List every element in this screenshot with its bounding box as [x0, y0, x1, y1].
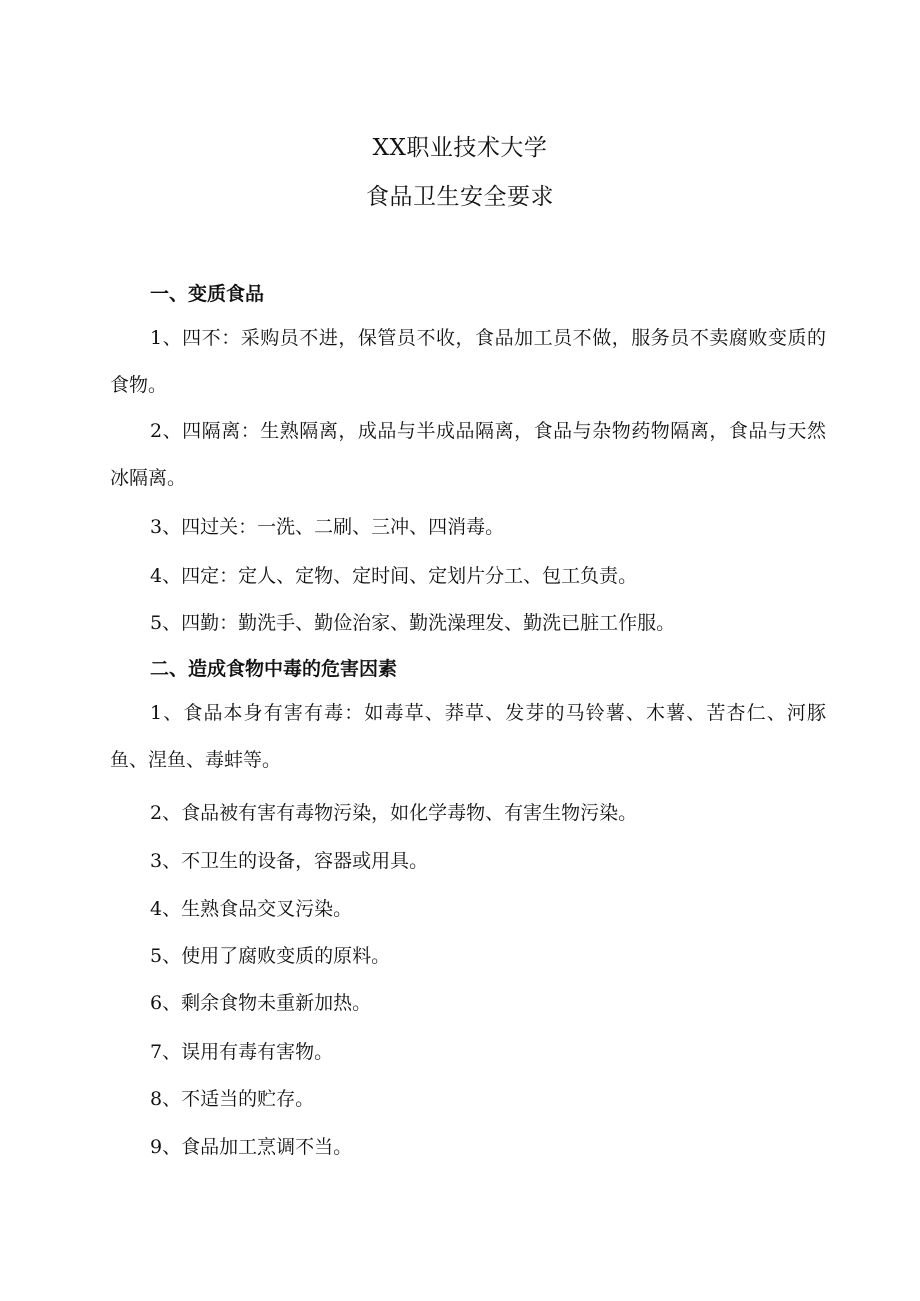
- section2-item-4: 4、生熟食品交叉污染。: [150, 898, 353, 920]
- section2-item-9: 9、食品加工烹调不当。: [150, 1136, 353, 1158]
- section1-item-4: 4、四定：定人、定物、定时间、定划片分工、包工负责。: [150, 565, 638, 587]
- section1-item-2: 2、四隔离：生熟隔离，成品与半成品隔离，食品与杂物药物隔离，食品与天然冰隔离。: [110, 420, 826, 489]
- section2-item-3: 3、不卫生的设备，容器或用具。: [150, 850, 429, 872]
- section2-item-7: 7、误用有毒有害物。: [150, 1041, 334, 1063]
- section1-item-1: 1、四不：采购员不进，保管员不收，食品加工员不做，服务员不卖腐败变质的食物。: [110, 327, 826, 396]
- document-title: 食品卫生安全要求: [366, 184, 554, 210]
- section2-item-5: 5、使用了腐败变质的原料。: [150, 945, 391, 967]
- section2-item-6: 6、剩余食物未重新加热。: [150, 992, 372, 1014]
- section2-item-1: 1、食品本身有害有毒：如毒草、莽草、发芽的马铃薯、木薯、苦杏仁、河豚鱼、涅鱼、毒蚌等。: [110, 702, 826, 771]
- section1-item-3: 3、四过关：一洗、二刷、三冲、四消毒。: [150, 516, 505, 538]
- section2-item-2: 2、食品被有害有毒物污染，如化学毒物、有害生物污染。: [150, 802, 638, 824]
- section-heading-poisoning-factors: 二、造成食物中毒的危害因素: [150, 658, 398, 680]
- section1-item-5: 5、四勤：勤洗手、勤俭治家、勤洗澡理发、勤洗已脏工作服。: [150, 612, 676, 634]
- section-heading-spoiled-food: 一、变质食品: [150, 283, 265, 305]
- document-title-institution: XX职业技术大学: [372, 135, 548, 161]
- section2-item-8: 8、不适当的贮存。: [150, 1088, 315, 1110]
